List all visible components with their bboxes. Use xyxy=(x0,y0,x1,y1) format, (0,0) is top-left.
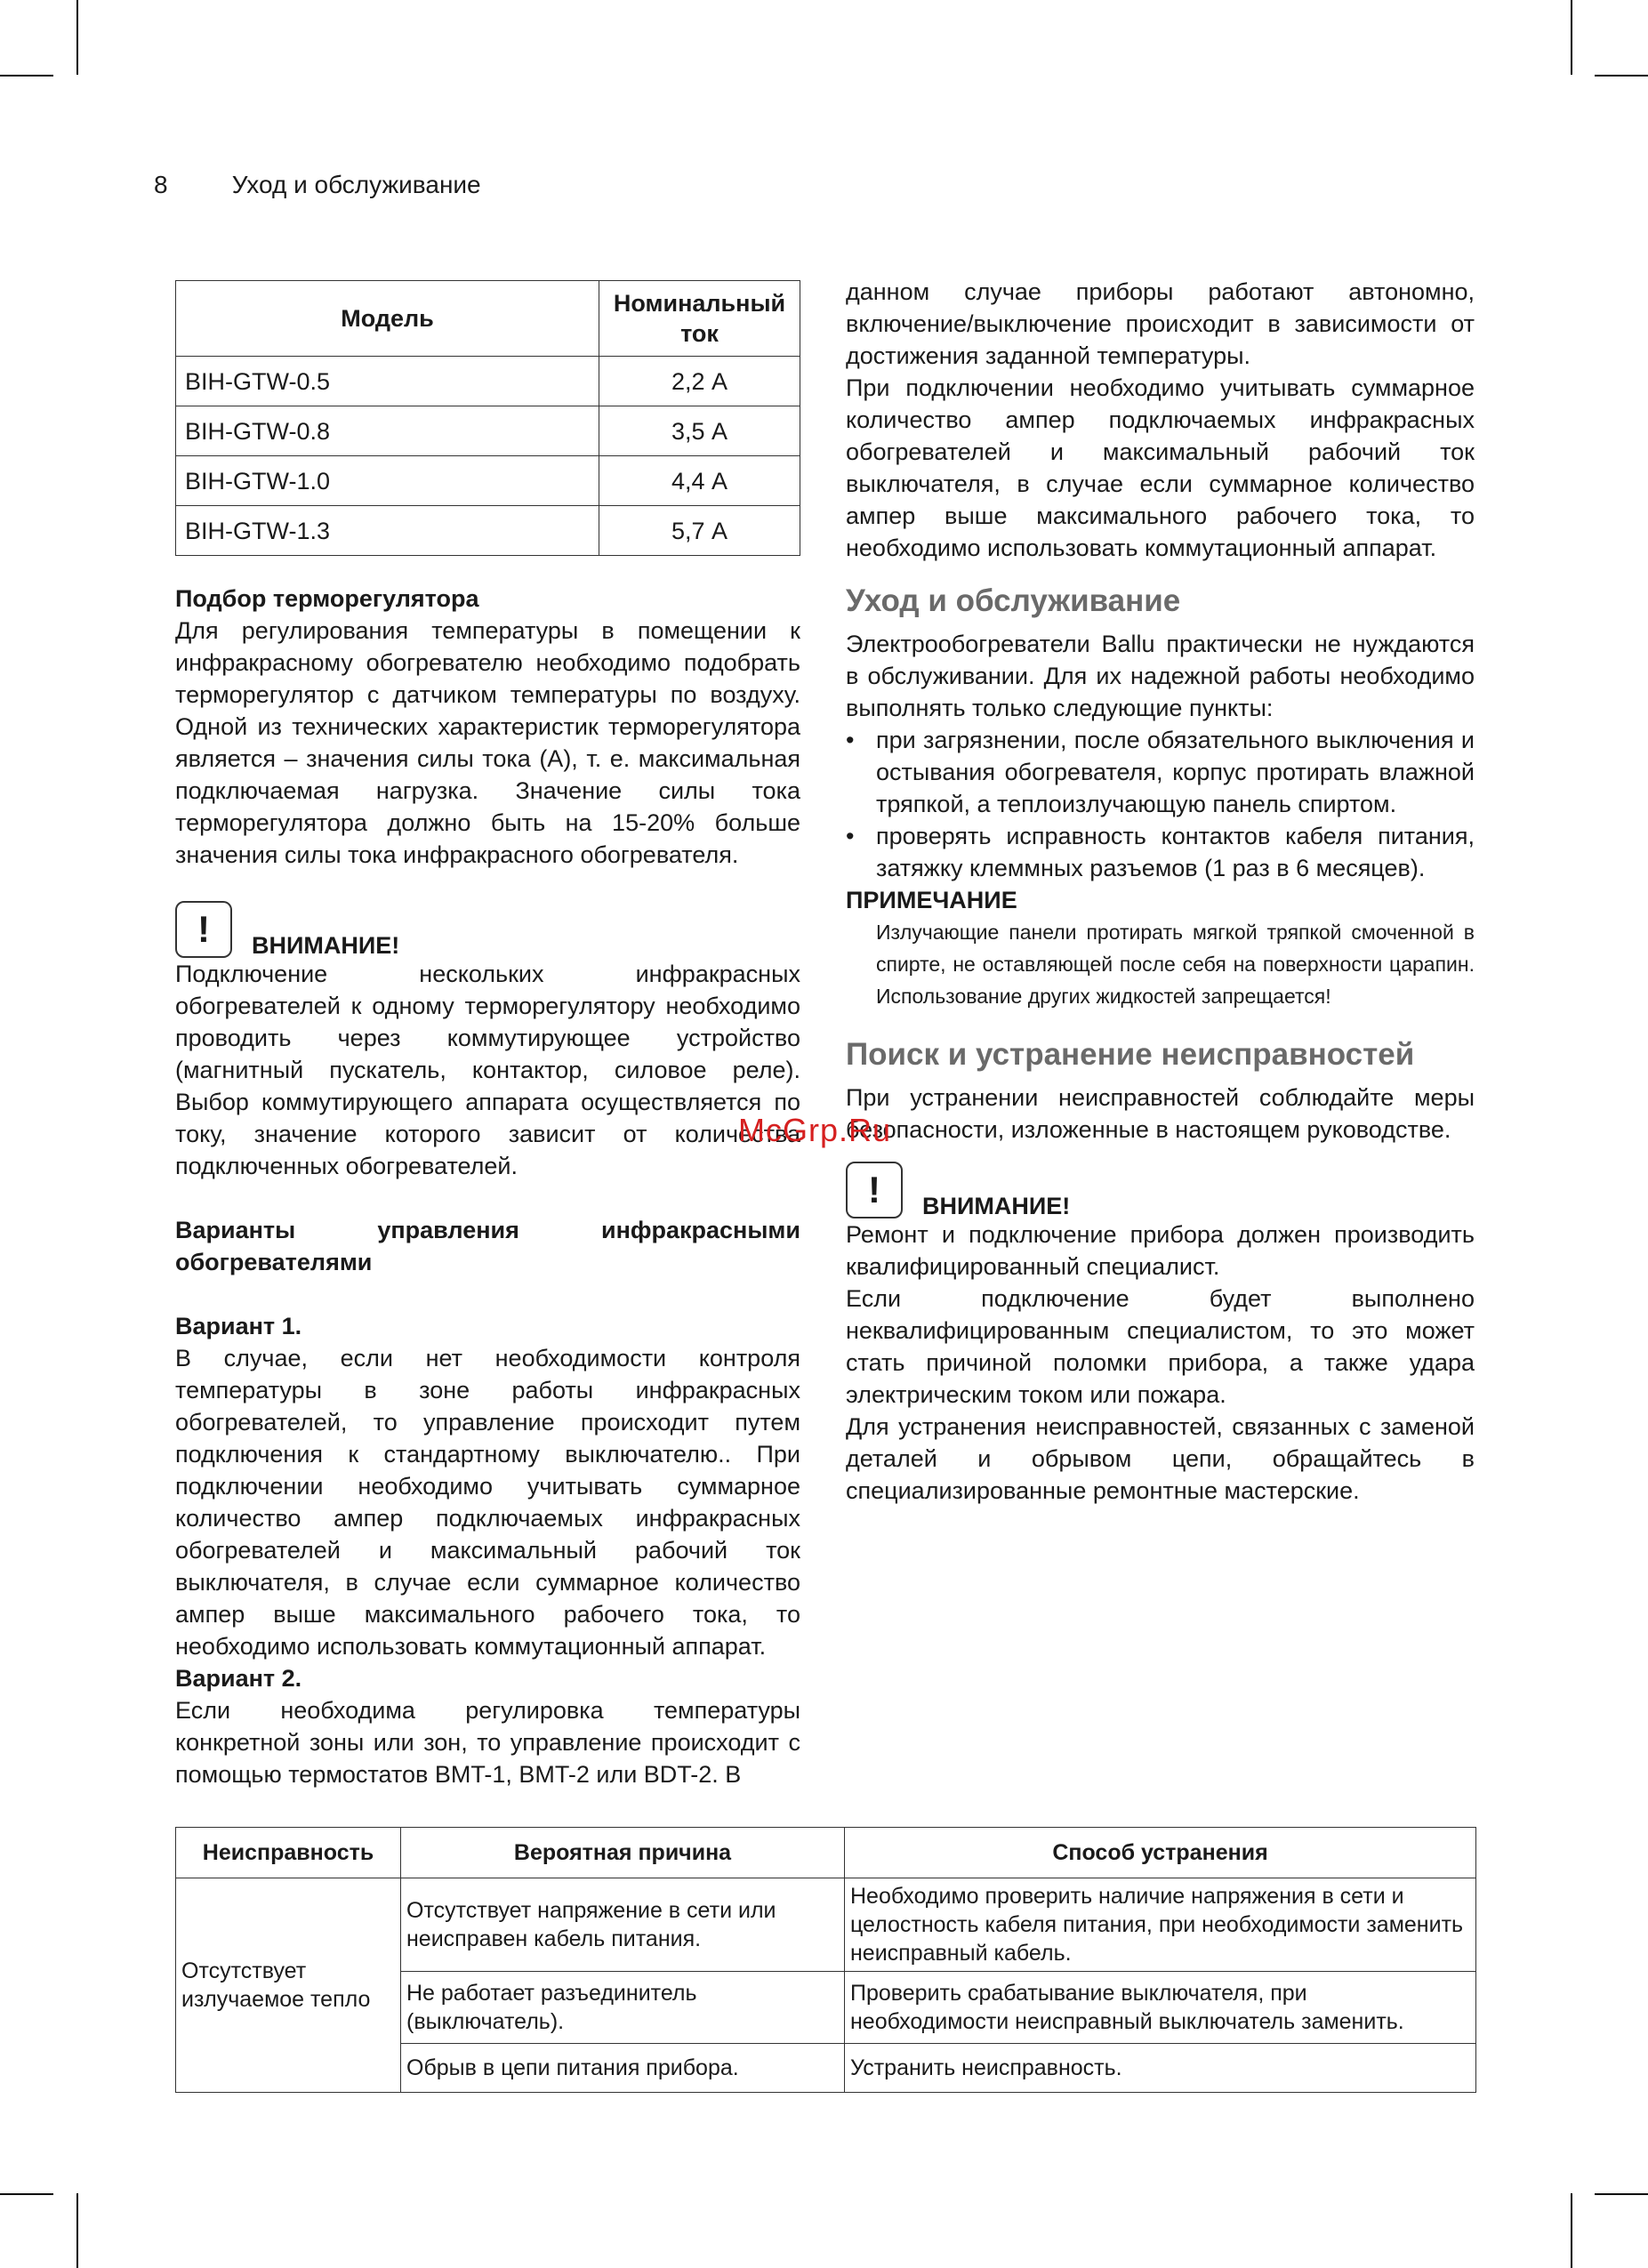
care-section-title: Уход и обслуживание xyxy=(846,583,1181,618)
variant2-text: Если необходима регулировка температуры конкретной зоны или зон, то управление происходит с помощью термостатов BMT-1, BMT-2 или BDT-2. В xyxy=(175,1697,800,1788)
troubleshoot-section-title: Поиск и устранение неисправностей xyxy=(846,1037,1415,1072)
crop-mark xyxy=(1595,2193,1648,2195)
table-row xyxy=(176,456,800,506)
watermark: McGrp.Ru xyxy=(738,1112,892,1148)
model-name: BIH-GTW-0.8 xyxy=(176,406,599,456)
care-list xyxy=(846,724,1475,884)
page-header xyxy=(154,171,481,199)
fix-cell: Необходимо проверить наличие напряжения в сети и целостность кабеля питания, при необходимости заменить неисправный кабель. xyxy=(845,1878,1476,1972)
fix-cell: Устранить неисправность. xyxy=(845,2044,1476,2093)
list-item: • проверять исправность контактов кабеля питания, затяжку клеммных разъемов (1 раз в 6 месяцев). xyxy=(846,820,1475,884)
thermostat-heading: Подбор терморегулятора xyxy=(175,585,479,612)
troubleshoot-p2: Если подключение будет выполнено неквалифицированным специалистом, то это может стать причиной поломки прибора, а также удара электрическим током или пожара. xyxy=(846,1285,1475,1408)
model-name: BIH-GTW-1.0 xyxy=(176,456,599,506)
page-number: 8 xyxy=(154,171,168,198)
variant2-amperage-note: При подключении необходимо учитывать суммарное количество ампер подключаемых инфракрасных обогревателей и максимальный рабочий ток выключателя, в случае если суммарное количество ампер выше максимального рабочего тока, то необходимо использовать коммутационный аппарат. xyxy=(846,374,1475,561)
cause-cell: Отсутствует напряжение в сети или неисправен кабель питания. xyxy=(401,1878,845,1972)
crop-mark xyxy=(1571,2193,1572,2268)
care-intro: Электрообогреватели Ballu практически не нуждаются в обслуживании. Для их надежной работы необходимо выполнять только следующие пункты: xyxy=(846,631,1475,721)
warning-icon: ! xyxy=(175,901,232,958)
crop-mark xyxy=(1571,0,1572,75)
crop-mark xyxy=(1595,75,1648,76)
troubleshoot-p3: Для устранения неисправностей, связанных с заменой деталей и обрывом цепи, обращайтесь в специализированные ремонтные мастерские. xyxy=(846,1413,1475,1504)
model-current: 3,5 А xyxy=(599,406,800,456)
model-current: 2,2 А xyxy=(599,357,800,406)
faults-table xyxy=(175,1827,1476,2093)
list-item: • при загрязнении, после обязательного выключения и остывания обогревателя, корпус протирать влажной тряпкой, а теплоизлучающую панель спиртом. xyxy=(846,724,1475,820)
crop-mark xyxy=(0,75,53,76)
warning-icon: ! xyxy=(846,1162,903,1218)
table-row xyxy=(176,506,800,556)
crop-mark xyxy=(76,0,78,75)
variant1-text: В случае, если нет необходимости контроля температуры в зоне работы инфракрасных обогревателей, то управление происходит путем подключения к стандартному выключателю.. При подключении необходимо учитывать суммарное количество ампер подключаемых инфракрасных обогревателей и максимальный рабочий ток выключателя, в случае если суммарное количество ампер выше максимального рабочего тока, то необходимо использовать коммутационный аппарат. xyxy=(175,1345,800,1660)
models-header-current: Номинальный ток xyxy=(599,281,800,357)
crop-mark xyxy=(0,2193,53,2195)
note-title: ПРИМЕЧАНИЕ xyxy=(846,887,1017,913)
faults-header-cause: Вероятная причина xyxy=(401,1828,845,1878)
control-heading: Варианты управления инфракрасными обогревателями xyxy=(175,1217,800,1275)
warning-block xyxy=(175,901,800,958)
left-column xyxy=(175,280,800,1790)
table-row xyxy=(176,357,800,406)
cause-cell: Не работает разъединитель (выключатель). xyxy=(401,1972,845,2044)
note-text: Излучающие панели протирать мягкой тряпкой смоченной в спирте, не оставляющей после себя на поверхности царапин. Использование других жидкостей запрещается! xyxy=(876,921,1475,1008)
models-header-model: Модель xyxy=(176,281,599,357)
model-name: BIH-GTW-0.5 xyxy=(176,357,599,406)
variant2-continued: данном случае приборы работают автономно, включение/выключение происходит в зависимости от достижения заданной температуры. xyxy=(846,278,1475,369)
models-table xyxy=(175,280,800,556)
model-current: 5,7 А xyxy=(599,506,800,556)
page-title: Уход и обслуживание xyxy=(231,171,481,198)
faults-header-fix: Способ устранения xyxy=(845,1828,1476,1878)
variant1-title: Вариант 1. xyxy=(175,1313,302,1339)
fix-cell: Проверить срабатывание выключателя, при необходимости неисправный выключатель заменить. xyxy=(845,1972,1476,2044)
table-row xyxy=(176,1878,1476,1972)
troubleshoot-intro: При устранении неисправностей соблюдайте меры безопасности, изложенные в настоящем руководстве. xyxy=(846,1084,1475,1143)
warning-block xyxy=(846,1162,1475,1218)
warning-label: ВНИМАНИЕ! xyxy=(252,932,400,959)
faults-header-fault: Неисправность xyxy=(176,1828,401,1878)
variant2-title: Вариант 2. xyxy=(175,1665,302,1692)
troubleshoot-p1: Ремонт и подключение прибора должен производить квалифицированный специалист. xyxy=(846,1221,1475,1280)
crop-mark xyxy=(76,2193,78,2268)
model-name: BIH-GTW-1.3 xyxy=(176,506,599,556)
warning-label: ВНИМАНИЕ! xyxy=(922,1193,1071,1219)
warning-text: Подключение нескольких инфракрасных обогревателей к одному терморегулятору необходимо проводить через коммутирующее устройство (магнитный пускатель, контактор, силовое реле). Выбор коммутирующего аппарата осуществляется по току, значение которого зависит от количества подключенных обогревателей. xyxy=(175,961,800,1179)
cause-cell: Обрыв в цепи питания прибора. xyxy=(401,2044,845,2093)
table-row xyxy=(176,406,800,456)
right-column xyxy=(846,276,1475,1507)
model-current: 4,4 А xyxy=(599,456,800,506)
thermostat-text: Для регулирования температуры в помещении к инфракрасному обогревателю необходимо подобрать терморегулятор с датчиком температуры по воздуху. Одной из технических характеристик терморегулятора является – значения силы тока (А), т. е. максимальная подключаемая нагрузка. Значение силы тока терморегулятора должно быть на 15-20% больше значения силы тока инфракрасного обогревателя. xyxy=(175,617,800,868)
fault-cell: Отсутствует излучаемое тепло xyxy=(176,1878,401,2093)
